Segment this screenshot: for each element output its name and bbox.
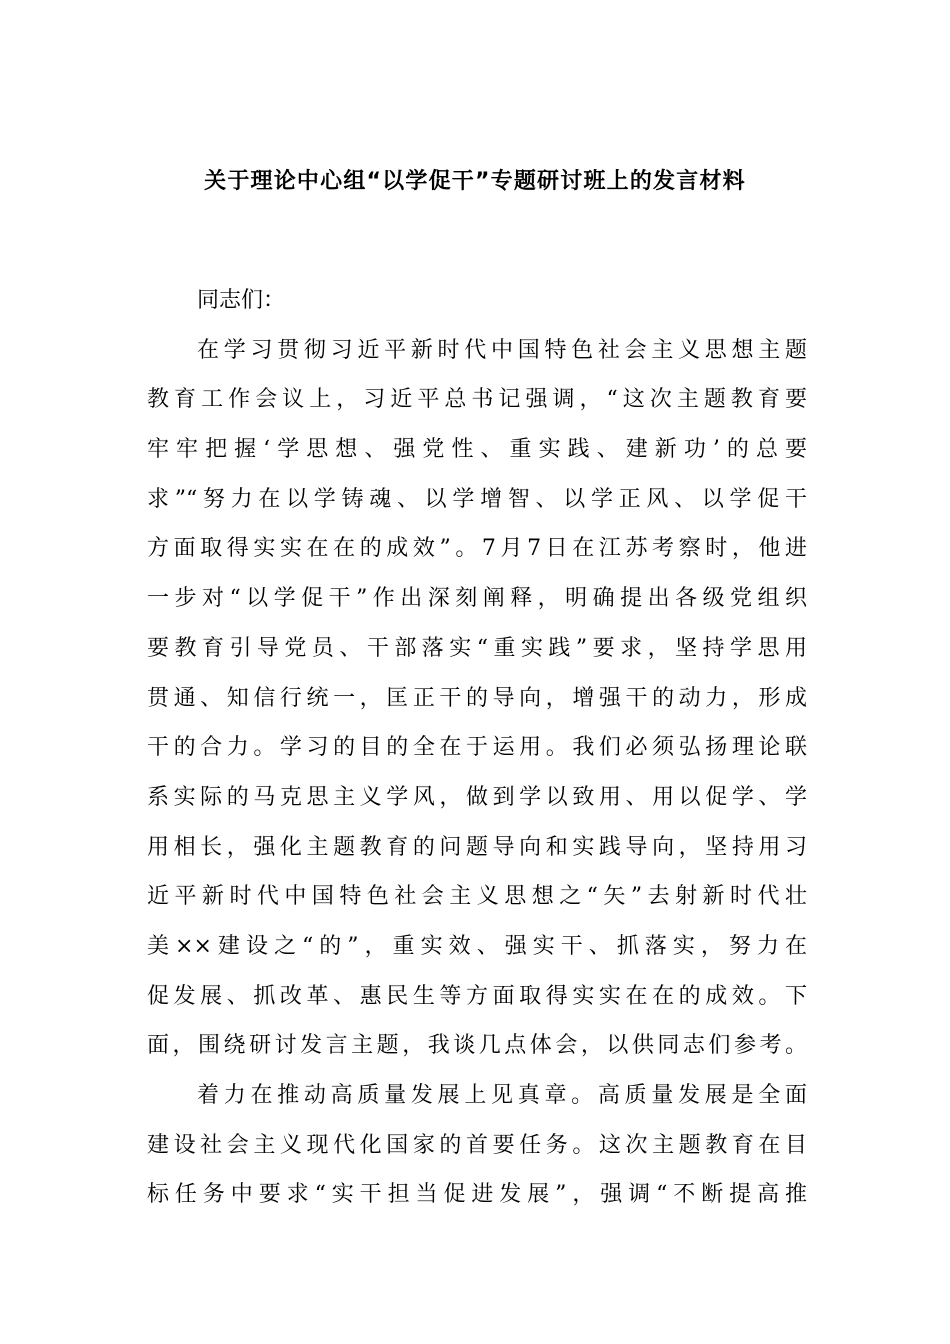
paragraph-line: 系实际的马克思主义学风，做到学以致用、用以促学、学 bbox=[147, 784, 807, 810]
paragraph-line: 着力在推动高质量发展上见真章。高质量发展是全面 bbox=[197, 1083, 807, 1108]
paragraph-line: 面，围绕研讨发言主题，我谈几点体会，以供同志们参考。 bbox=[147, 1033, 807, 1059]
paragraph-line: 用相长，强化主题教育的问题导向和实践导向，坚持用习 bbox=[147, 834, 807, 860]
paragraph-line: 建设社会主义现代化国家的首要任务。这次主题教育在目 bbox=[147, 1132, 807, 1158]
paragraph-line: 一步对“以学促干”作出深刻阐释，明确提出各级党组织 bbox=[147, 586, 807, 612]
document-body bbox=[147, 276, 807, 1220]
salutation: 同志们： bbox=[197, 288, 286, 313]
paragraph-line: 干的合力。学习的目的全在于运用。我们必须弘扬理论联 bbox=[147, 735, 807, 761]
paragraph-line: 要教育引导党员、干部落实“重实践”要求，坚持学思用 bbox=[147, 635, 807, 661]
paragraph-line: 美××建设之“的”，重实效、强实干、抓落实，努力在 bbox=[147, 933, 807, 959]
paragraph-line: 在学习贯彻习近平新时代中国特色社会主义思想主题 bbox=[197, 337, 807, 363]
paragraph-line: 求”“努力在以学铸魂、以学增智、以学正风、以学促干 bbox=[147, 486, 807, 512]
paragraph-line: 牢牢把握‘学思想、强党性、重实践、建新功’的总要 bbox=[147, 437, 807, 463]
document-title: 关于理论中心组“以学促干”专题研讨班上的发言材料 bbox=[204, 169, 746, 194]
paragraph-line: 标任务中要求“实干担当促进发展”，强调“不断提高推 bbox=[147, 1182, 807, 1208]
paragraph-line: 方面取得实实在在的成效”。7月7日在江苏考察时，他进 bbox=[147, 536, 807, 562]
paragraph-line: 教育工作会议上，习近平总书记强调，“这次主题教育要 bbox=[147, 387, 807, 413]
paragraph-intro bbox=[147, 326, 807, 1071]
paragraph-high-quality-development bbox=[147, 1071, 807, 1220]
paragraph-line: 贯通、知信行统一，匡正干的导向，增强干的动力，形成 bbox=[147, 685, 807, 711]
paragraph-line: 促发展、抓改革、惠民生等方面取得实实在在的成效。下 bbox=[147, 983, 807, 1009]
paragraph-line: 近平新时代中国特色社会主义思想之“矢”去射新时代壮 bbox=[147, 884, 807, 910]
